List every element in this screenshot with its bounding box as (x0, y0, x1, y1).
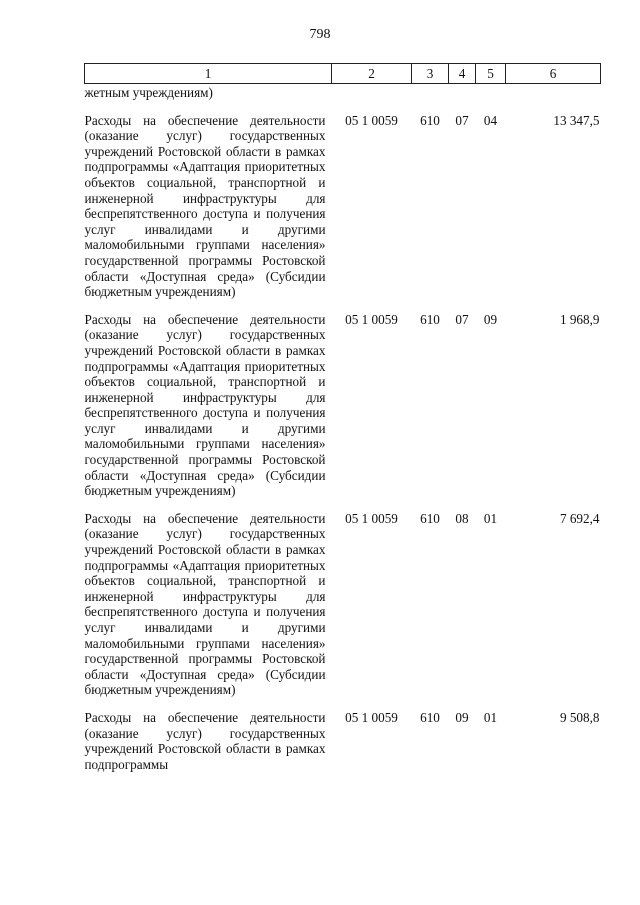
row-subsection: 09 (483, 311, 498, 327)
column-header-5: 5 (476, 64, 506, 84)
budget-table (84, 63, 601, 778)
row-description: Расходы на обеспечение деятельности (оказание услуг) государственных учреждений Ростовской области в рамках подпрограммы «Адаптация приоритетных объектов социальной, транспортной и инженерной инфраструктуры для беспрепятственного доступа и получения услуг инвалидами и другими маломобильными группами населения» государственной программы Ростовской области «Доступная среда» (Субсидии бюджетным учреждениям) (84, 311, 326, 499)
page-number: 798 (309, 27, 331, 42)
row-amount: 1 968,9 (559, 311, 600, 327)
column-header-1: 1 (85, 64, 332, 84)
column-header-2: 2 (332, 64, 412, 84)
row-target-article: 05 1 0059 (345, 510, 398, 526)
row-subsection: 01 (483, 709, 498, 725)
table-row (85, 505, 601, 704)
row-expense-type: 610 (420, 510, 440, 526)
row-expense-type: 610 (420, 311, 440, 327)
row-target-article: 05 1 0059 (345, 311, 398, 327)
row-section: 09 (455, 709, 469, 725)
row-expense-type: 610 (420, 709, 440, 725)
carryover-text: жетным учреждениям) (84, 85, 213, 100)
column-header-6: 6 (506, 64, 601, 84)
row-amount: 9 508,8 (559, 709, 600, 725)
row-amount: 7 692,4 (559, 510, 600, 526)
table-row (85, 107, 601, 306)
row-target-article: 05 1 0059 (345, 709, 398, 725)
row-section: 08 (455, 510, 469, 526)
row-amount: 13 347,5 (553, 112, 600, 128)
row-expense-type: 610 (420, 112, 440, 128)
row-target-article: 05 1 0059 (345, 112, 398, 128)
row-subsection: 01 (483, 510, 498, 526)
table-row-carryover (85, 84, 601, 107)
table-row (85, 704, 601, 778)
table-row (85, 306, 601, 505)
row-description: Расходы на обеспечение деятельности (оказание услуг) государственных учреждений Ростовской области в рамках подпрограммы «Адаптация приоритетных объектов социальной, транспортной и инженерной инфраструктуры для беспрепятственного доступа и получения услуг инвалидами и другими маломобильными группами населения» государственной программы Ростовской области «Доступная среда» (Субсидии бюджетным учреждениям) (84, 112, 326, 300)
row-subsection: 04 (483, 112, 498, 128)
column-header-3: 3 (412, 64, 449, 84)
row-section: 07 (455, 112, 469, 128)
column-header-4: 4 (449, 64, 476, 84)
row-description: Расходы на обеспечение деятельности (оказание услуг) государственных учреждений Ростовской области в рамках подпрограммы (84, 709, 326, 772)
row-description: Расходы на обеспечение деятельности (оказание услуг) государственных учреждений Ростовской области в рамках подпрограммы «Адаптация приоритетных объектов социальной, транспортной и инженерной инфраструктуры для беспрепятственного доступа и получения услуг инвалидами и другими маломобильными группами населения» государственной программы Ростовской области «Доступная среда» (Субсидии бюджетным учреждениям) (84, 510, 326, 698)
row-section: 07 (455, 311, 469, 327)
table-header (85, 64, 601, 84)
